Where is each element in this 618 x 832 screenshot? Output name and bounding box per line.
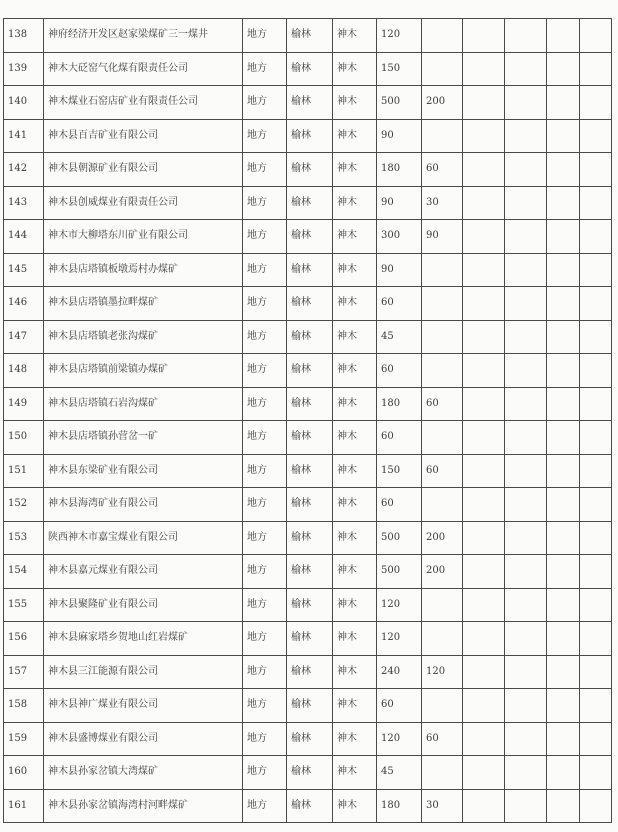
empty-cell: [547, 220, 580, 254]
company-name-cell: 神木县店塔镇板墩焉村办煤矿: [44, 253, 243, 287]
row-number-cell: 154: [4, 555, 44, 589]
company-name-cell: 神木县聚隆矿业有限公司: [44, 588, 243, 622]
secondary-value-cell: 200: [422, 555, 463, 589]
row-number-cell: 146: [4, 287, 44, 321]
company-name-cell: 神木县店塔镇墨拉畔煤矿: [44, 287, 243, 321]
company-name-cell: 神木县店塔镇石岩沟煤矿: [44, 387, 243, 421]
empty-cell: [505, 655, 547, 689]
city-cell: 榆林: [287, 588, 333, 622]
ownership-type-cell: 地方: [243, 52, 287, 86]
county-cell: 神木: [333, 421, 377, 455]
table-row: [4, 220, 612, 254]
ownership-type-cell: 地方: [243, 689, 287, 723]
empty-cell: [580, 789, 612, 823]
city-cell: 榆林: [287, 220, 333, 254]
empty-cell: [580, 354, 612, 388]
county-cell: 神木: [333, 756, 377, 790]
empty-cell: [580, 52, 612, 86]
empty-cell: [505, 320, 547, 354]
empty-cell: [580, 186, 612, 220]
capacity-value-cell: 45: [377, 756, 422, 790]
secondary-value-cell: [422, 287, 463, 321]
table-row: [4, 354, 612, 388]
capacity-value-cell: 60: [377, 354, 422, 388]
empty-cell: [580, 756, 612, 790]
company-name-cell: 神木县孙家岔镇海湾村河畔煤矿: [44, 789, 243, 823]
empty-cell: [463, 186, 505, 220]
ownership-type-cell: 地方: [243, 253, 287, 287]
capacity-value-cell: 90: [377, 186, 422, 220]
ownership-type-cell: 地方: [243, 220, 287, 254]
row-number-cell: 159: [4, 722, 44, 756]
empty-cell: [580, 454, 612, 488]
empty-cell: [547, 253, 580, 287]
ownership-type-cell: 地方: [243, 421, 287, 455]
county-cell: 神木: [333, 287, 377, 321]
secondary-value-cell: 200: [422, 86, 463, 120]
row-number-cell: 143: [4, 186, 44, 220]
empty-cell: [463, 119, 505, 153]
capacity-value-cell: 120: [377, 622, 422, 656]
company-name-cell: 神木县朝源矿业有限公司: [44, 153, 243, 187]
empty-cell: [505, 722, 547, 756]
company-name-cell: 神木县店塔镇孙营岔一矿: [44, 421, 243, 455]
table-row: [4, 488, 612, 522]
ownership-type-cell: 地方: [243, 19, 287, 53]
city-cell: 榆林: [287, 119, 333, 153]
empty-cell: [505, 153, 547, 187]
ownership-type-cell: 地方: [243, 354, 287, 388]
company-name-cell: 神木县店塔镇前梁镇办煤矿: [44, 354, 243, 388]
secondary-value-cell: 200: [422, 521, 463, 555]
row-number-cell: 142: [4, 153, 44, 187]
city-cell: 榆林: [287, 52, 333, 86]
secondary-value-cell: [422, 52, 463, 86]
row-number-cell: 139: [4, 52, 44, 86]
secondary-value-cell: 90: [422, 220, 463, 254]
empty-cell: [505, 756, 547, 790]
table-row: [4, 789, 612, 823]
county-cell: 神木: [333, 722, 377, 756]
city-cell: 榆林: [287, 387, 333, 421]
empty-cell: [505, 119, 547, 153]
table-row: [4, 287, 612, 321]
empty-cell: [547, 153, 580, 187]
company-name-cell: 神木县孙家岔镇大湾煤矿: [44, 756, 243, 790]
table-row: [4, 622, 612, 656]
county-cell: 神木: [333, 220, 377, 254]
city-cell: 榆林: [287, 253, 333, 287]
secondary-value-cell: [422, 320, 463, 354]
county-cell: 神木: [333, 186, 377, 220]
secondary-value-cell: [422, 488, 463, 522]
empty-cell: [505, 19, 547, 53]
city-cell: 榆林: [287, 756, 333, 790]
empty-cell: [547, 521, 580, 555]
table-row: [4, 186, 612, 220]
table-row: [4, 387, 612, 421]
row-number-cell: 148: [4, 354, 44, 388]
city-cell: 榆林: [287, 488, 333, 522]
empty-cell: [505, 287, 547, 321]
row-number-cell: 158: [4, 689, 44, 723]
county-cell: 神木: [333, 789, 377, 823]
row-number-cell: 156: [4, 622, 44, 656]
county-cell: 神木: [333, 454, 377, 488]
empty-cell: [547, 421, 580, 455]
secondary-value-cell: [422, 19, 463, 53]
capacity-value-cell: 500: [377, 521, 422, 555]
empty-cell: [580, 153, 612, 187]
empty-cell: [463, 454, 505, 488]
empty-cell: [505, 689, 547, 723]
table-row: [4, 722, 612, 756]
empty-cell: [580, 655, 612, 689]
empty-cell: [463, 253, 505, 287]
capacity-value-cell: 60: [377, 488, 422, 522]
empty-cell: [463, 354, 505, 388]
row-number-cell: 150: [4, 421, 44, 455]
empty-cell: [580, 86, 612, 120]
row-number-cell: 152: [4, 488, 44, 522]
ownership-type-cell: 地方: [243, 655, 287, 689]
county-cell: 神木: [333, 488, 377, 522]
empty-cell: [505, 253, 547, 287]
empty-cell: [463, 521, 505, 555]
table-row: [4, 86, 612, 120]
empty-cell: [580, 220, 612, 254]
city-cell: 榆林: [287, 454, 333, 488]
city-cell: 榆林: [287, 153, 333, 187]
capacity-value-cell: 45: [377, 320, 422, 354]
empty-cell: [547, 722, 580, 756]
capacity-value-cell: 500: [377, 555, 422, 589]
city-cell: 榆林: [287, 689, 333, 723]
empty-cell: [505, 354, 547, 388]
empty-cell: [505, 387, 547, 421]
county-cell: 神木: [333, 86, 377, 120]
ownership-type-cell: 地方: [243, 488, 287, 522]
secondary-value-cell: [422, 421, 463, 455]
capacity-value-cell: 60: [377, 689, 422, 723]
row-number-cell: 145: [4, 253, 44, 287]
secondary-value-cell: [422, 689, 463, 723]
empty-cell: [580, 722, 612, 756]
row-number-cell: 161: [4, 789, 44, 823]
secondary-value-cell: [422, 756, 463, 790]
row-number-cell: 144: [4, 220, 44, 254]
secondary-value-cell: [422, 622, 463, 656]
city-cell: 榆林: [287, 320, 333, 354]
company-name-cell: 神木县神广煤业有限公司: [44, 689, 243, 723]
empty-cell: [547, 789, 580, 823]
ownership-type-cell: 地方: [243, 287, 287, 321]
empty-cell: [580, 387, 612, 421]
row-number-cell: 138: [4, 19, 44, 53]
table-row: [4, 153, 612, 187]
empty-cell: [463, 756, 505, 790]
table-row: [4, 756, 612, 790]
empty-cell: [547, 622, 580, 656]
table-row: [4, 320, 612, 354]
empty-cell: [580, 119, 612, 153]
empty-cell: [547, 287, 580, 321]
ownership-type-cell: 地方: [243, 555, 287, 589]
empty-cell: [580, 320, 612, 354]
secondary-value-cell: 60: [422, 153, 463, 187]
empty-cell: [463, 622, 505, 656]
capacity-value-cell: 150: [377, 454, 422, 488]
empty-cell: [505, 521, 547, 555]
table-row: [4, 421, 612, 455]
empty-cell: [463, 220, 505, 254]
company-name-cell: 神木县嘉元煤业有限公司: [44, 555, 243, 589]
empty-cell: [463, 320, 505, 354]
row-number-cell: 160: [4, 756, 44, 790]
capacity-value-cell: 500: [377, 86, 422, 120]
empty-cell: [463, 588, 505, 622]
empty-cell: [463, 655, 505, 689]
empty-cell: [580, 488, 612, 522]
table-row: [4, 19, 612, 53]
capacity-value-cell: 90: [377, 253, 422, 287]
empty-cell: [505, 488, 547, 522]
capacity-value-cell: 120: [377, 588, 422, 622]
coal-mine-table: [3, 18, 612, 823]
row-number-cell: 155: [4, 588, 44, 622]
secondary-value-cell: 30: [422, 186, 463, 220]
empty-cell: [580, 253, 612, 287]
ownership-type-cell: 地方: [243, 320, 287, 354]
secondary-value-cell: 30: [422, 789, 463, 823]
county-cell: 神木: [333, 588, 377, 622]
empty-cell: [580, 622, 612, 656]
empty-cell: [505, 454, 547, 488]
company-name-cell: 神木县创威煤业有限责任公司: [44, 186, 243, 220]
city-cell: 榆林: [287, 19, 333, 53]
ownership-type-cell: 地方: [243, 622, 287, 656]
empty-cell: [505, 186, 547, 220]
capacity-value-cell: 60: [377, 421, 422, 455]
empty-cell: [547, 320, 580, 354]
empty-cell: [463, 387, 505, 421]
empty-cell: [505, 421, 547, 455]
empty-cell: [505, 789, 547, 823]
capacity-value-cell: 180: [377, 387, 422, 421]
empty-cell: [463, 19, 505, 53]
empty-cell: [547, 488, 580, 522]
capacity-value-cell: 90: [377, 119, 422, 153]
ownership-type-cell: 地方: [243, 119, 287, 153]
city-cell: 榆林: [287, 555, 333, 589]
city-cell: 榆林: [287, 287, 333, 321]
empty-cell: [505, 555, 547, 589]
empty-cell: [547, 454, 580, 488]
county-cell: 神木: [333, 52, 377, 86]
county-cell: 神木: [333, 153, 377, 187]
secondary-value-cell: [422, 588, 463, 622]
company-name-cell: 陕西神木市嘉宝煤业有限公司: [44, 521, 243, 555]
county-cell: 神木: [333, 19, 377, 53]
capacity-value-cell: 60: [377, 287, 422, 321]
empty-cell: [580, 689, 612, 723]
county-cell: 神木: [333, 253, 377, 287]
empty-cell: [580, 521, 612, 555]
empty-cell: [547, 655, 580, 689]
capacity-value-cell: 240: [377, 655, 422, 689]
company-name-cell: 神木县麻家塔乡贺地山红岩煤矿: [44, 622, 243, 656]
empty-cell: [463, 421, 505, 455]
county-cell: 神木: [333, 655, 377, 689]
city-cell: 榆林: [287, 521, 333, 555]
row-number-cell: 147: [4, 320, 44, 354]
row-number-cell: 149: [4, 387, 44, 421]
table-row: [4, 655, 612, 689]
empty-cell: [547, 119, 580, 153]
city-cell: 榆林: [287, 354, 333, 388]
county-cell: 神木: [333, 387, 377, 421]
capacity-value-cell: 180: [377, 789, 422, 823]
secondary-value-cell: [422, 253, 463, 287]
empty-cell: [547, 387, 580, 421]
ownership-type-cell: 地方: [243, 86, 287, 120]
company-name-cell: 神木县三江能源有限公司: [44, 655, 243, 689]
row-number-cell: 151: [4, 454, 44, 488]
ownership-type-cell: 地方: [243, 588, 287, 622]
row-number-cell: 153: [4, 521, 44, 555]
empty-cell: [505, 622, 547, 656]
empty-cell: [463, 722, 505, 756]
row-number-cell: 140: [4, 86, 44, 120]
empty-cell: [547, 86, 580, 120]
ownership-type-cell: 地方: [243, 722, 287, 756]
empty-cell: [463, 689, 505, 723]
empty-cell: [463, 86, 505, 120]
company-name-cell: 神木县海湾矿业有限公司: [44, 488, 243, 522]
county-cell: 神木: [333, 689, 377, 723]
empty-cell: [547, 756, 580, 790]
ownership-type-cell: 地方: [243, 521, 287, 555]
city-cell: 榆林: [287, 622, 333, 656]
city-cell: 榆林: [287, 722, 333, 756]
capacity-value-cell: 150: [377, 52, 422, 86]
county-cell: 神木: [333, 555, 377, 589]
table-row: [4, 555, 612, 589]
county-cell: 神木: [333, 521, 377, 555]
empty-cell: [463, 153, 505, 187]
empty-cell: [580, 555, 612, 589]
empty-cell: [505, 86, 547, 120]
secondary-value-cell: 60: [422, 454, 463, 488]
company-name-cell: 神府经济开发区赵家梁煤矿三一煤井: [44, 19, 243, 53]
empty-cell: [463, 287, 505, 321]
city-cell: 榆林: [287, 421, 333, 455]
ownership-type-cell: 地方: [243, 186, 287, 220]
secondary-value-cell: [422, 119, 463, 153]
table-row: [4, 689, 612, 723]
table-row: [4, 521, 612, 555]
company-name-cell: 神木煤业石窑店矿业有限责任公司: [44, 86, 243, 120]
county-cell: 神木: [333, 119, 377, 153]
ownership-type-cell: 地方: [243, 153, 287, 187]
city-cell: 榆林: [287, 655, 333, 689]
empty-cell: [580, 287, 612, 321]
empty-cell: [547, 19, 580, 53]
company-name-cell: 神木大砭窑气化煤有限责任公司: [44, 52, 243, 86]
empty-cell: [547, 52, 580, 86]
empty-cell: [580, 588, 612, 622]
secondary-value-cell: [422, 354, 463, 388]
city-cell: 榆林: [287, 86, 333, 120]
table-body: [4, 19, 612, 823]
company-name-cell: 神木市大柳塔东川矿业有限公司: [44, 220, 243, 254]
ownership-type-cell: 地方: [243, 454, 287, 488]
company-name-cell: 神木县盛博煤业有限公司: [44, 722, 243, 756]
table-row: [4, 588, 612, 622]
company-name-cell: 神木县百吉矿业有限公司: [44, 119, 243, 153]
empty-cell: [547, 354, 580, 388]
capacity-value-cell: 180: [377, 153, 422, 187]
empty-cell: [463, 52, 505, 86]
empty-cell: [463, 789, 505, 823]
empty-cell: [547, 689, 580, 723]
city-cell: 榆林: [287, 789, 333, 823]
empty-cell: [463, 555, 505, 589]
empty-cell: [505, 588, 547, 622]
secondary-value-cell: 120: [422, 655, 463, 689]
ownership-type-cell: 地方: [243, 387, 287, 421]
secondary-value-cell: 60: [422, 387, 463, 421]
row-number-cell: 141: [4, 119, 44, 153]
table-row: [4, 52, 612, 86]
county-cell: 神木: [333, 320, 377, 354]
county-cell: 神木: [333, 354, 377, 388]
empty-cell: [505, 52, 547, 86]
table-row: [4, 454, 612, 488]
empty-cell: [580, 421, 612, 455]
capacity-value-cell: 300: [377, 220, 422, 254]
empty-cell: [547, 186, 580, 220]
empty-cell: [547, 555, 580, 589]
empty-cell: [580, 19, 612, 53]
ownership-type-cell: 地方: [243, 789, 287, 823]
empty-cell: [547, 588, 580, 622]
capacity-value-cell: 120: [377, 722, 422, 756]
table-row: [4, 253, 612, 287]
company-name-cell: 神木县店塔镇老张沟煤矿: [44, 320, 243, 354]
row-number-cell: 157: [4, 655, 44, 689]
empty-cell: [505, 220, 547, 254]
empty-cell: [463, 488, 505, 522]
company-name-cell: 神木县东梁矿业有限公司: [44, 454, 243, 488]
city-cell: 榆林: [287, 186, 333, 220]
ownership-type-cell: 地方: [243, 756, 287, 790]
capacity-value-cell: 120: [377, 19, 422, 53]
county-cell: 神木: [333, 622, 377, 656]
secondary-value-cell: 60: [422, 722, 463, 756]
table-row: [4, 119, 612, 153]
